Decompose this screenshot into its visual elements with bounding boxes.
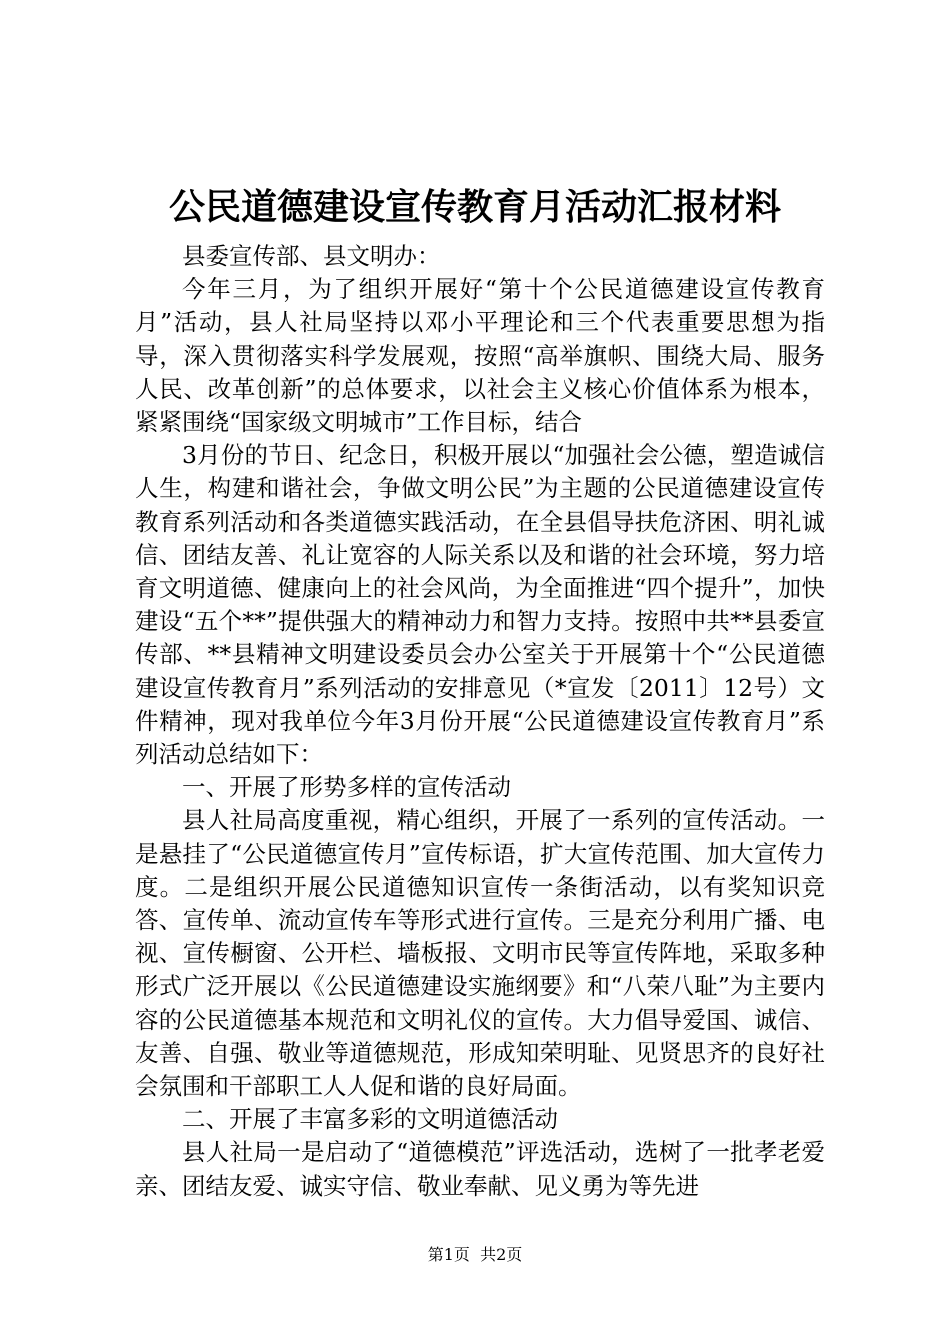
- section-heading-1: 一、开展了形势多样的宣传活动: [182, 773, 511, 802]
- section-heading-2: 二、开展了丰富多彩的文明道德活动: [182, 1105, 558, 1134]
- intro-paragraph: 今年三月，为了组织开展好“第十个公民道德建设宣传教育月”活动，县人社局坚持以邓小平理论和三个代表重要思想为指导，深入贯彻落实科学发展观，按照“高举旗帜、围绕大局、服务人民、改革创新”的总体要求，以社会主义核心价值体系为根本，紧紧围绕“国家级文明城市”工作目标，结合: [135, 275, 825, 437]
- activities-paragraph: 3月份的节日、纪念日，积极开展以“加强社会公德，塑造诚信人生，构建和谐社会，争做文明公民”为主题的公民道德建设宣传教育系列活动和各类道德实践活动，在全县倡导扶危济困、明礼诚信、团结友善、礼让宽容的人际关系以及和谐的社会环境，努力培育文明道德、健康向上的社会风尚，为全面推进“四个提升”，加快建设“五个**”提供强大的精神动力和智力支持。按照中共**县委宣传部、**县精神文明建设委员会办公室关于开展第十个“公民道德建设宣传教育月”系列活动的安排意见（*宣发〔2011〕12号）文件精神，现对我单位今年3月份开展“公民道德建设宣传教育月”系列活动总结如下：: [135, 441, 825, 769]
- document-body: [135, 240, 825, 1203]
- page-footer: 第1页 共2页: [427, 1245, 523, 1264]
- section-2-paragraph: 县人社局一是启动了“道德模范”评选活动，选树了一批孝老爱亲、团结友爱、诚实守信、敬业奉献、见义勇为等先进: [135, 1138, 825, 1200]
- document-title: 公民道德建设宣传教育月活动汇报材料: [168, 187, 781, 228]
- salutation-paragraph: 县委宣传部、县文明办：: [182, 242, 441, 270]
- section-1-paragraph: 县人社局高度重视，精心组织，开展了一系列的宣传活动。一是悬挂了“公民道德宣传月”宣传标语，扩大宣传范围、加大宣传力度。二是组织开展公民道德知识宣传一条街活动，以有奖知识竞答、宣传单、流动宣传车等形式进行宣传。三是充分利用广播、电视、宣传橱窗、公开栏、墙板报、文明市民等宣传阵地，采取多种形式广泛开展以《公民道德建设实施纲要》和“八荣八耻”为主要内容的公民道德基本规范和文明礼仪的宣传。大力倡导爱国、诚信、友善、自强、敬业等道德规范，形成知荣明耻、见贤思齐的良好社会氛围和干部职工人人促和谐的良好局面。: [135, 806, 825, 1101]
